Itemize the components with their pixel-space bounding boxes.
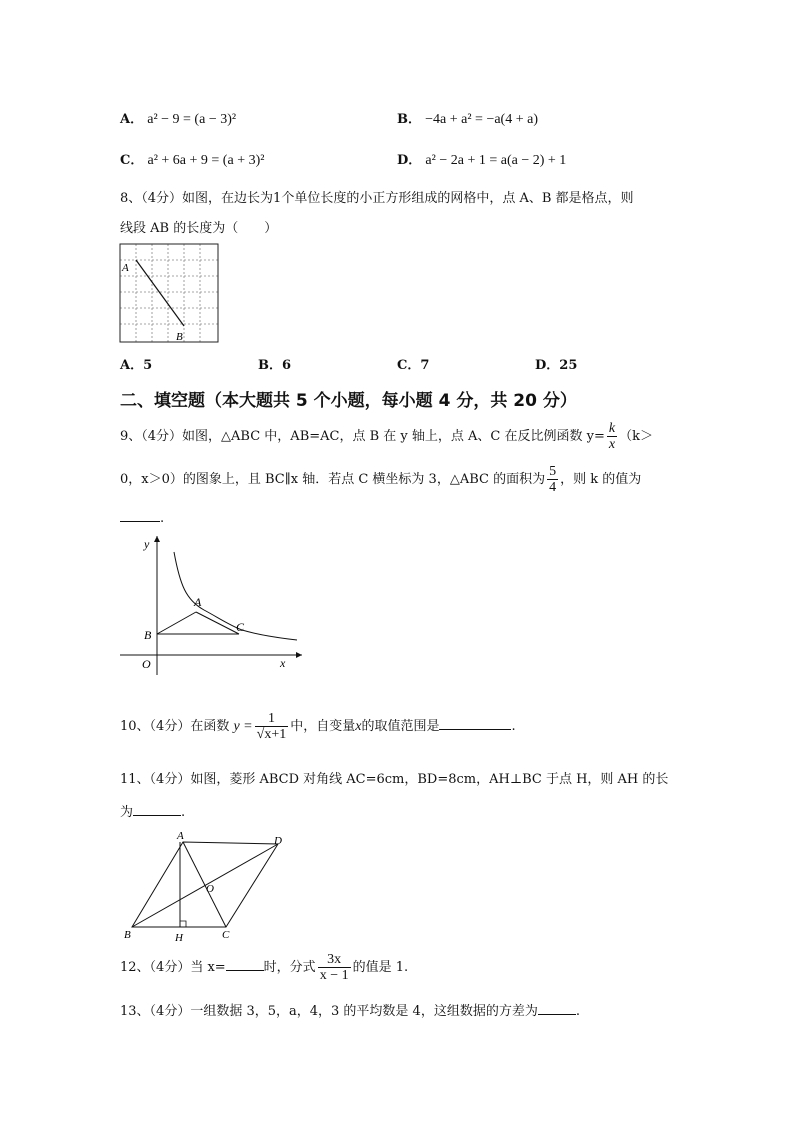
q11-line-2-end: . [181,805,186,820]
q12-frac-denominator: x − 1 [319,968,349,983]
point-b-label: B [124,929,131,941]
q13-answer-blank[interactable] [538,1002,576,1015]
q12-frac-numerator: 3x [318,952,351,968]
origin-label: O [142,657,151,671]
point-a-label: A [122,262,129,274]
point-b-label: B [144,628,152,642]
q9-area-numerator: 5 [549,464,557,479]
q10-variable: x [355,719,362,734]
q9-line-1-text: 9、（4分）如图，△ABC 中，AB=AC，点 B 在 y 轴上，点 A、C 在反比例函数 y= [120,429,605,444]
q9-line-2 [120,464,641,495]
q10-suffix: 的取值范围是 [361,719,440,734]
diagonal-bd [132,844,278,927]
x-axis-label: x [280,656,286,670]
q10-answer-blank[interactable] [439,717,511,730]
q7-option-a-expr: a² − 9 = (a − 3)² [147,112,237,127]
q11-answer-blank[interactable] [133,803,181,816]
q7-option-d [397,149,566,169]
q7-option-a-letter: A． [120,112,144,127]
q8-option-c: C．7 [397,358,430,373]
q12-middle: 时，分式 [263,960,316,975]
q7-option-d-letter: D． [397,153,422,168]
point-c-label: C [222,929,230,941]
q12-prefix: 12、（4分）当 x= [120,960,226,975]
segment-ab [136,260,184,326]
q7-option-d-expr: a² − 2a + 1 = a(a − 2) + 1 [425,153,567,168]
q8-option-d: D．25 [535,358,578,373]
q7-option-b [397,108,538,128]
q9-answer-blank[interactable] [120,509,160,522]
q7-option-c-expr: a² + 6a + 9 = (a + 3)² [147,153,265,168]
point-a-label: A [194,595,202,609]
q7-option-c [120,149,264,169]
q8-line-1: 8、（4分）如图，在边长为1个单位长度的小正方形组成的网格中，点 A、B 都是格点，则 [120,191,634,206]
q9-area-fraction [547,464,558,495]
q9-line-1 [120,421,653,452]
point-h-label: H [175,932,183,944]
point-c-label: C [236,620,245,634]
q12-suffix: 的值是 1. [352,960,409,975]
q13-text: 13、（4分）一组数据 3，5，a，4，3 的平均数是 4，这组数据的方差为 [120,1004,538,1019]
point-a-label: A [177,830,184,842]
q8-line-2: 线段 AB 的长度为（ ） [120,221,278,236]
q8-option-b: B．6 [258,358,292,373]
q11-rhombus-figure [118,830,293,946]
q13-line [120,1000,580,1019]
q11-line-1: 11、（4分）如图，菱形 ABCD 对角线 AC=6cm，BD=8cm，AH⊥BC 于点 H，则 AH 的长 [120,772,669,787]
q8-grid-figure [118,242,222,346]
q10-function-fraction [255,711,289,742]
q7-option-c-letter: C． [120,153,144,168]
q9-graph-figure [114,530,314,680]
q9-line-1-tail: （k＞ [619,429,653,444]
q10-function-lhs: y = [233,719,253,734]
q9-area-denominator: 4 [549,480,557,495]
q10-frac-numerator: 1 [255,711,289,727]
q12-answer-blank[interactable] [226,958,264,971]
q9-frac-numerator: k [608,421,616,436]
q9-frac-denominator: x [608,437,616,452]
grid-lines [120,244,220,344]
q8-option-a: A．5 [120,358,153,373]
q12-fraction [318,952,351,983]
q9-line-2-tail: ，则 k 的值为 [560,472,642,487]
diagonal-ac [183,842,226,927]
q10-line [120,711,516,742]
q7-option-b-letter: B． [397,112,421,127]
segment-ab [157,612,196,634]
point-b-label: B [176,331,183,343]
q10-prefix: 10、（4分）在函数 [120,719,230,734]
q7-option-b-expr: −4a + a² = −a(4 + a) [425,112,538,127]
grid-border [120,244,218,342]
q13-end: . [575,1004,580,1019]
segment-ac [196,612,239,634]
q7-option-a [120,108,236,128]
y-axis-label: y [144,537,150,551]
q11-line-2 [120,801,185,820]
q9-answer-line [120,509,164,526]
point-o-label: O [206,883,214,895]
q12-line [120,952,408,983]
q11-line-2-prefix: 为 [120,805,134,820]
section-heading: 二、填空题（本大题共 5 个小题，每小题 4 分，共 20 分） [120,391,577,411]
q10-middle: 中，自变量 [290,719,356,734]
q10-frac-denominator: √x+1 [256,727,287,742]
right-angle-mark [180,921,186,927]
q9-line-3-end: . [160,511,165,526]
q9-line-2-text: 0，x＞0）的图象上，且 BC∥x 轴．若点 C 横坐标为 3，△ABC 的面积为 [120,472,546,487]
point-d-label: D [274,835,282,847]
q10-end: . [511,719,516,734]
q9-function-fraction [607,421,617,452]
